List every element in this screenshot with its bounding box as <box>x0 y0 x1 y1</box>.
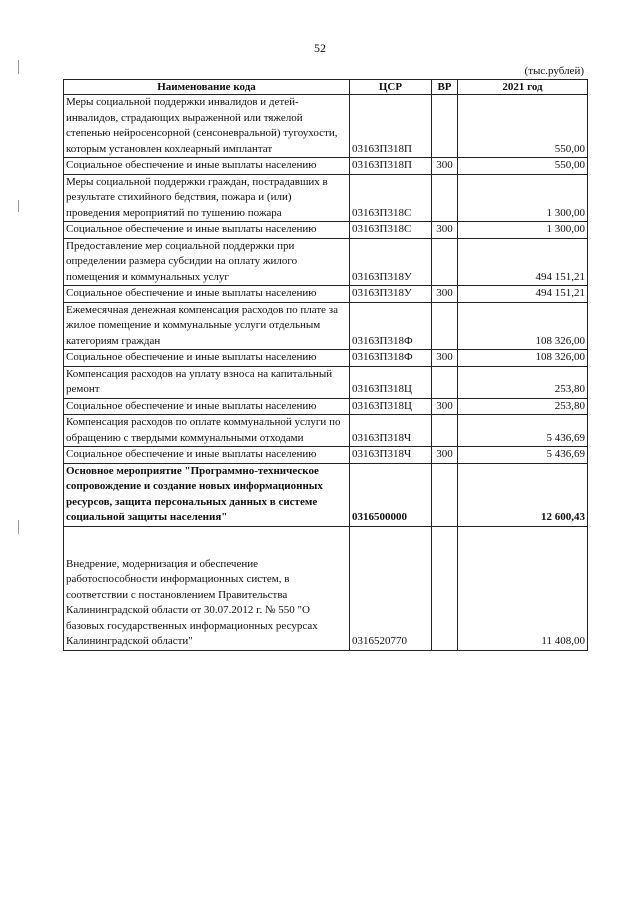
row-name: Социальное обеспечение и иные выплаты населению <box>64 158 350 175</box>
table-row <box>64 286 588 303</box>
row-name: Ежемесячная денежная компенсация расходов по плате за жилое помещение и коммунальные услуги отдельным категориям граждан <box>64 302 350 350</box>
table-row <box>64 366 588 398</box>
table-row <box>64 302 588 350</box>
row-name: Основное мероприятие "Программно-техническое сопровождение и создание новых информационных ресурсов, защита персональных данных в системе социальной защиты населения" <box>64 463 350 526</box>
row-name: Социальное обеспечение и иные выплаты населению <box>64 398 350 415</box>
row-code: 03163П318С <box>350 222 432 239</box>
row-vr: 300 <box>432 398 458 415</box>
row-vr <box>432 526 458 650</box>
row-vr <box>432 238 458 286</box>
row-vr: 300 <box>432 350 458 367</box>
units-note: (тыс.рублей) <box>524 65 584 77</box>
table-header-row <box>64 80 588 95</box>
row-vr: 300 <box>432 447 458 464</box>
row-vr <box>432 415 458 447</box>
table-row <box>64 350 588 367</box>
row-amount: 550,00 <box>458 95 588 158</box>
row-vr: 300 <box>432 158 458 175</box>
row-code: 03163П318Ч <box>350 447 432 464</box>
row-code: 03163П318С <box>350 174 432 222</box>
row-amount: 1 300,00 <box>458 174 588 222</box>
row-vr <box>432 174 458 222</box>
row-code: 03163П318Ч <box>350 415 432 447</box>
table-row-main-activity <box>64 463 588 526</box>
row-amount: 5 436,69 <box>458 447 588 464</box>
table-row <box>64 222 588 239</box>
row-code: 03163П318У <box>350 238 432 286</box>
row-name: Предоставление мер социальной поддержки при определении размера субсидии на оплату жилого помещения и коммунальных услуг <box>64 238 350 286</box>
header-name: Наименование кода <box>64 80 350 95</box>
table-row <box>64 415 588 447</box>
scan-edge-mark <box>18 200 19 212</box>
budget-table <box>63 79 588 651</box>
row-name: Компенсация расходов на уплату взноса на капитальный ремонт <box>64 366 350 398</box>
row-code: 0316520770 <box>350 526 432 650</box>
row-vr: 300 <box>432 286 458 303</box>
table-row <box>64 238 588 286</box>
row-amount: 253,80 <box>458 366 588 398</box>
row-name: Социальное обеспечение и иные выплаты населению <box>64 350 350 367</box>
row-name: Компенсация расходов по оплате коммунальной услуги по обращению с твердыми коммунальными отходами <box>64 415 350 447</box>
row-amount: 108 326,00 <box>458 302 588 350</box>
row-code: 03163П318У <box>350 286 432 303</box>
row-amount: 12 600,43 <box>458 463 588 526</box>
table-row <box>64 447 588 464</box>
row-code: 03163П318Ф <box>350 302 432 350</box>
row-code: 03163П318Ф <box>350 350 432 367</box>
row-vr: 300 <box>432 222 458 239</box>
row-amount: 494 151,21 <box>458 286 588 303</box>
row-code: 0316500000 <box>350 463 432 526</box>
row-vr <box>432 95 458 158</box>
scan-edge-mark <box>18 520 19 534</box>
row-amount: 550,00 <box>458 158 588 175</box>
row-amount: 11 408,00 <box>458 526 588 650</box>
row-amount: 1 300,00 <box>458 222 588 239</box>
row-amount: 253,80 <box>458 398 588 415</box>
row-vr <box>432 463 458 526</box>
row-code: 03163П318Ц <box>350 366 432 398</box>
table-row <box>64 526 588 650</box>
row-name: Социальное обеспечение и иные выплаты населению <box>64 286 350 303</box>
row-code: 03163П318Ц <box>350 398 432 415</box>
row-vr <box>432 366 458 398</box>
row-name: Меры социальной поддержки граждан, пострадавших в результате стихийного бедствия, пожара и (или) проведения мероприятий по тушению пожара <box>64 174 350 222</box>
row-vr <box>432 302 458 350</box>
table-body <box>64 95 588 651</box>
row-code: 03163П318П <box>350 95 432 158</box>
header-vr: ВР <box>432 80 458 95</box>
table-row <box>64 95 588 158</box>
table-row <box>64 174 588 222</box>
row-amount: 494 151,21 <box>458 238 588 286</box>
header-csr: ЦСР <box>350 80 432 95</box>
row-code: 03163П318П <box>350 158 432 175</box>
header-year: 2021 год <box>458 80 588 95</box>
row-name: Социальное обеспечение и иные выплаты населению <box>64 447 350 464</box>
row-amount: 5 436,69 <box>458 415 588 447</box>
scan-edge-mark <box>18 60 19 74</box>
row-amount: 108 326,00 <box>458 350 588 367</box>
row-name: Социальное обеспечение и иные выплаты населению <box>64 222 350 239</box>
table-row <box>64 158 588 175</box>
page-number: 52 <box>314 41 326 55</box>
row-name: Внедрение, модернизация и обеспечение работоспособности информационных систем, в соответствии с постановлением Правительства Калининградской области от 30.07.2012 г. № 550 "О базовых государственных информационных ресурсах Калининградской области" <box>64 526 350 650</box>
table-row <box>64 398 588 415</box>
row-name: Меры социальной поддержки инвалидов и детей-инвалидов, страдающих выраженной или тяжелой степенью нейросенсорной (сенсоневральной) тугоухости, которым установлен кохлеарный имплантат <box>64 95 350 158</box>
